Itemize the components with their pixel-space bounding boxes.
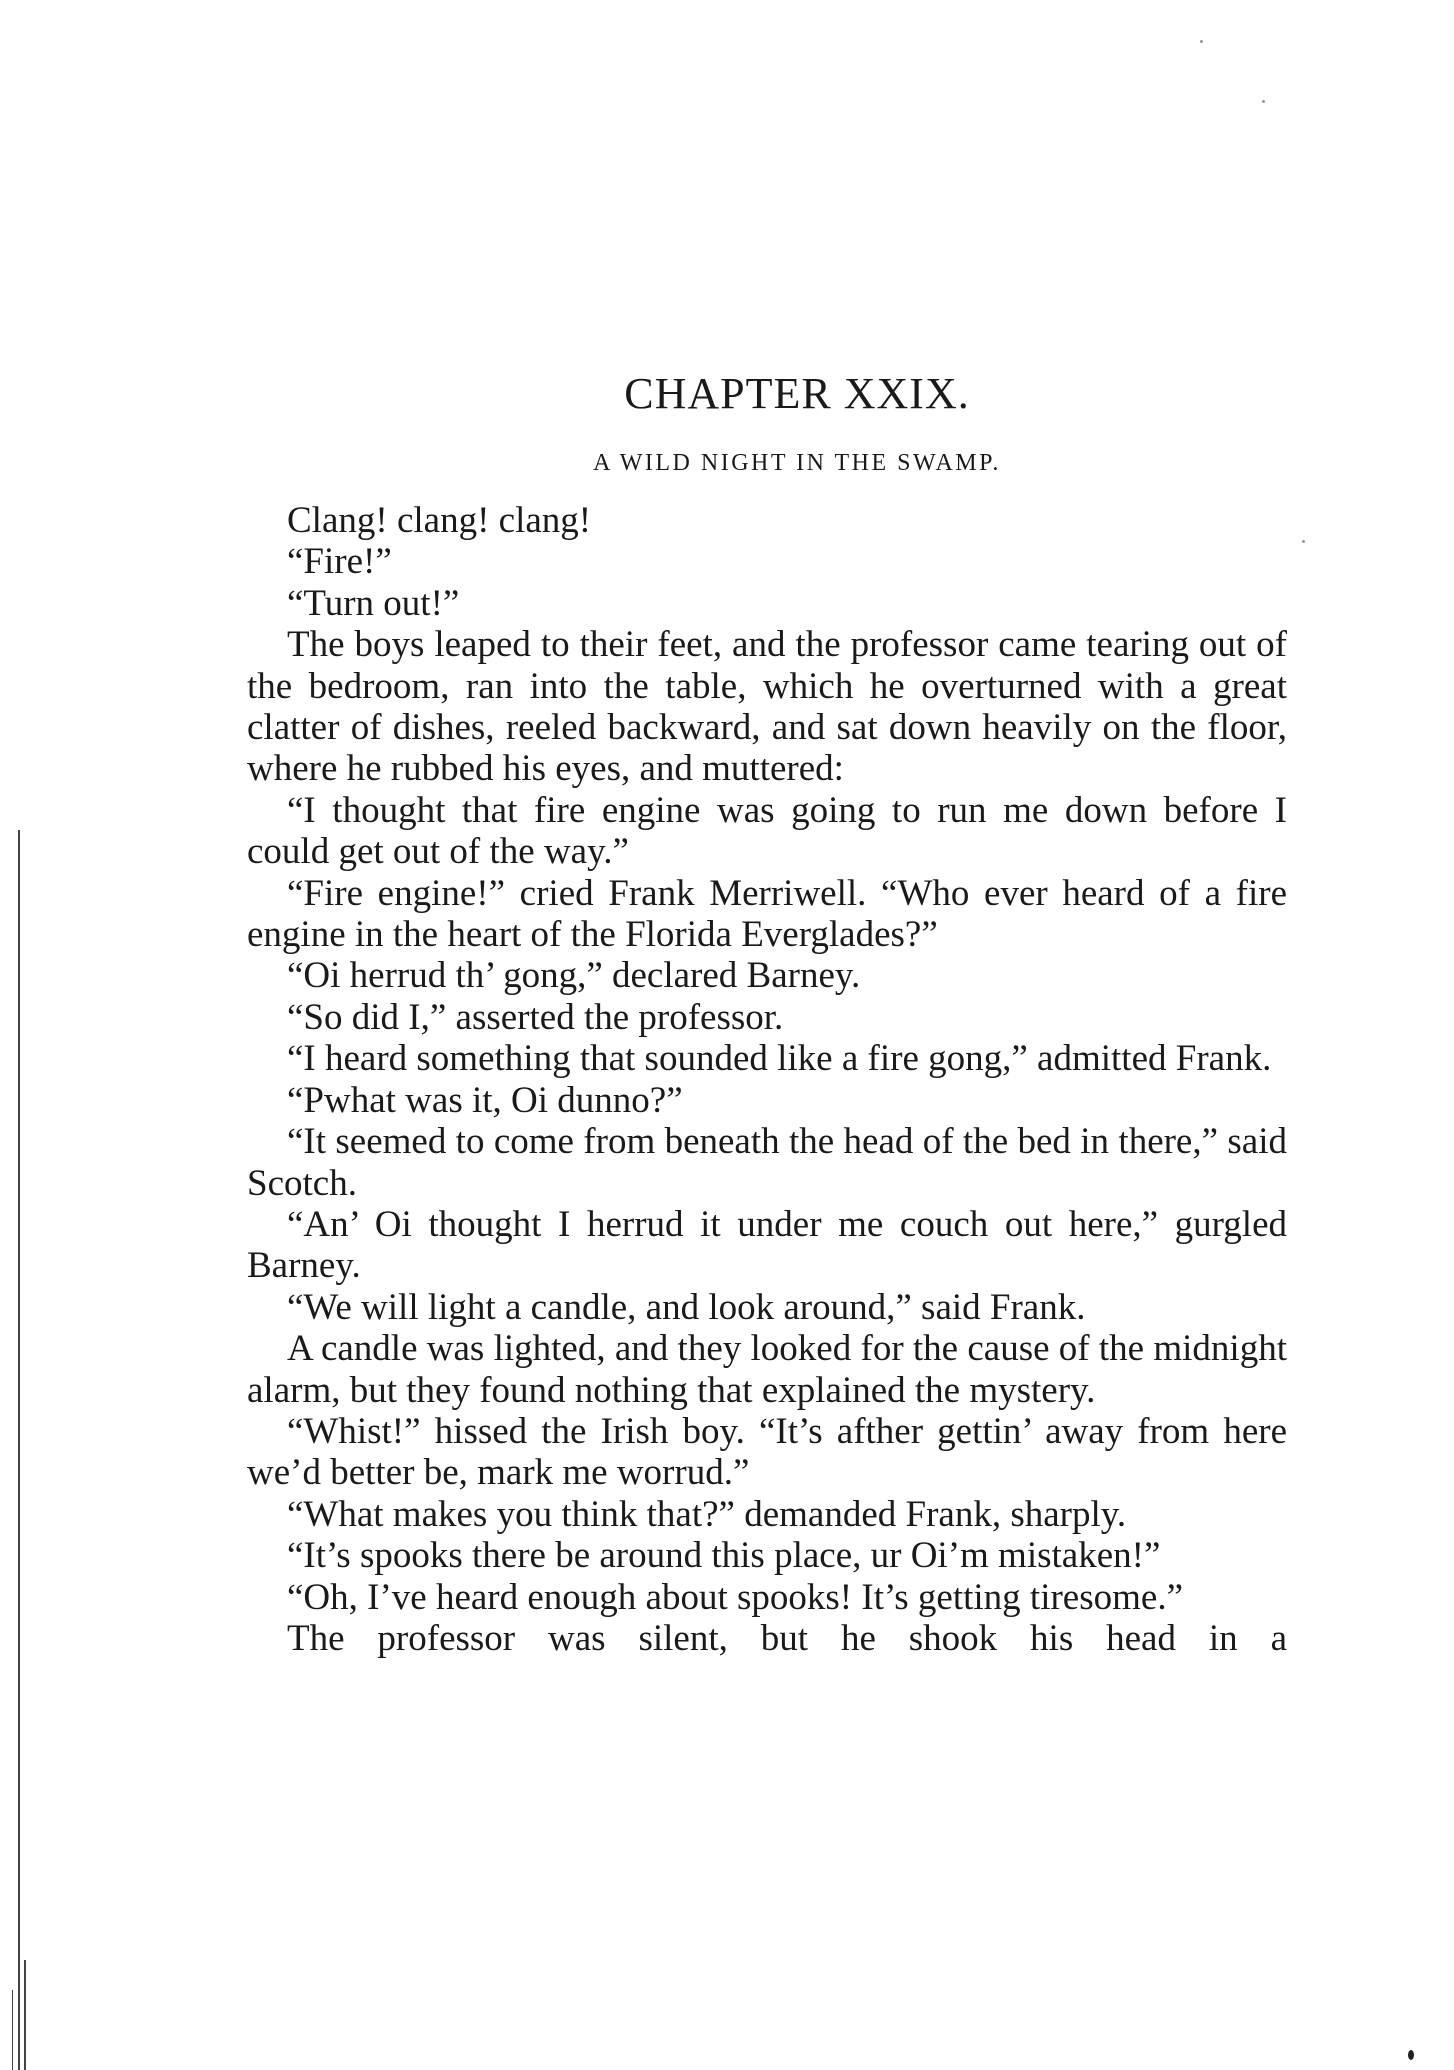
paragraph: “I heard something that sounded like a fire gong,” admitted Frank.: [287, 1038, 1272, 1080]
paragraph: “So did I,” asserted the professor.: [287, 996, 784, 1038]
paragraph: “Pwhat was it, Oi dunno?”: [287, 1079, 683, 1121]
paragraph: The boys leaped to their feet, and the professor came tearing out of the bedroom, ran into the table, which he overturned with a great clatter of dishes, reeled backward, and sat down heavily on the floor, where he rubbed his eyes, and muttered:: [247, 624, 1287, 790]
paragraph: “I thought that fire engine was going to run me down before I could get out of the way.”: [247, 789, 1287, 873]
chapter-title: CHAPTER XXIX.: [624, 369, 970, 418]
paragraph: “Fire engine!” cried Frank Merriwell. “Who ever heard of a fire engine in the heart of the Florida Everglades?”: [247, 872, 1287, 956]
body-text: [247, 500, 1287, 1659]
paragraph: “What makes you think that?” demanded Frank, sharply.: [287, 1493, 1127, 1535]
binding-edge-line: [18, 830, 20, 2070]
paragraph: “An’ Oi thought I herrud it under me couch out here,” gurgled Barney.: [247, 1203, 1287, 1287]
paragraph: “We will light a candle, and look around,” said Frank.: [287, 1286, 1086, 1328]
paragraph: “Whist!” hissed the Irish boy. “It’s afther gettin’ away from here we’d better be, mark me worrud.”: [247, 1410, 1287, 1494]
chapter-subtitle: A WILD NIGHT IN THE SWAMP.: [593, 450, 1001, 476]
paragraph: A candle was lighted, and they looked for the cause of the midnight alarm, but they found nothing that explained the mystery.: [247, 1328, 1287, 1411]
paragraph: “Fire!”: [287, 541, 392, 583]
paragraph: Clang! clang! clang!: [287, 500, 592, 541]
binding-edge-line: [24, 1960, 26, 2070]
page-speck: [1262, 100, 1265, 103]
paragraph: “It seemed to come from beneath the head of the bed in there,” said Scotch.: [247, 1121, 1287, 1204]
paragraph: “It’s spooks there be around this place, ur Oi’m mistaken!”: [287, 1535, 1161, 1577]
paragraph: “Oh, I’ve heard enough about spooks! It’s getting tiresome.”: [287, 1576, 1183, 1618]
paragraph: “Turn out!”: [287, 582, 460, 624]
page-speck: [1302, 540, 1305, 543]
binding-edge-line: [12, 1990, 13, 2070]
paragraph: “Oi herrud th’ gong,” declared Barney.: [287, 955, 861, 997]
page-speck: [1200, 40, 1203, 43]
page-speck: [1408, 2050, 1414, 2060]
paragraph: The professor was silent, but he shook his head in a: [287, 1617, 1287, 1659]
